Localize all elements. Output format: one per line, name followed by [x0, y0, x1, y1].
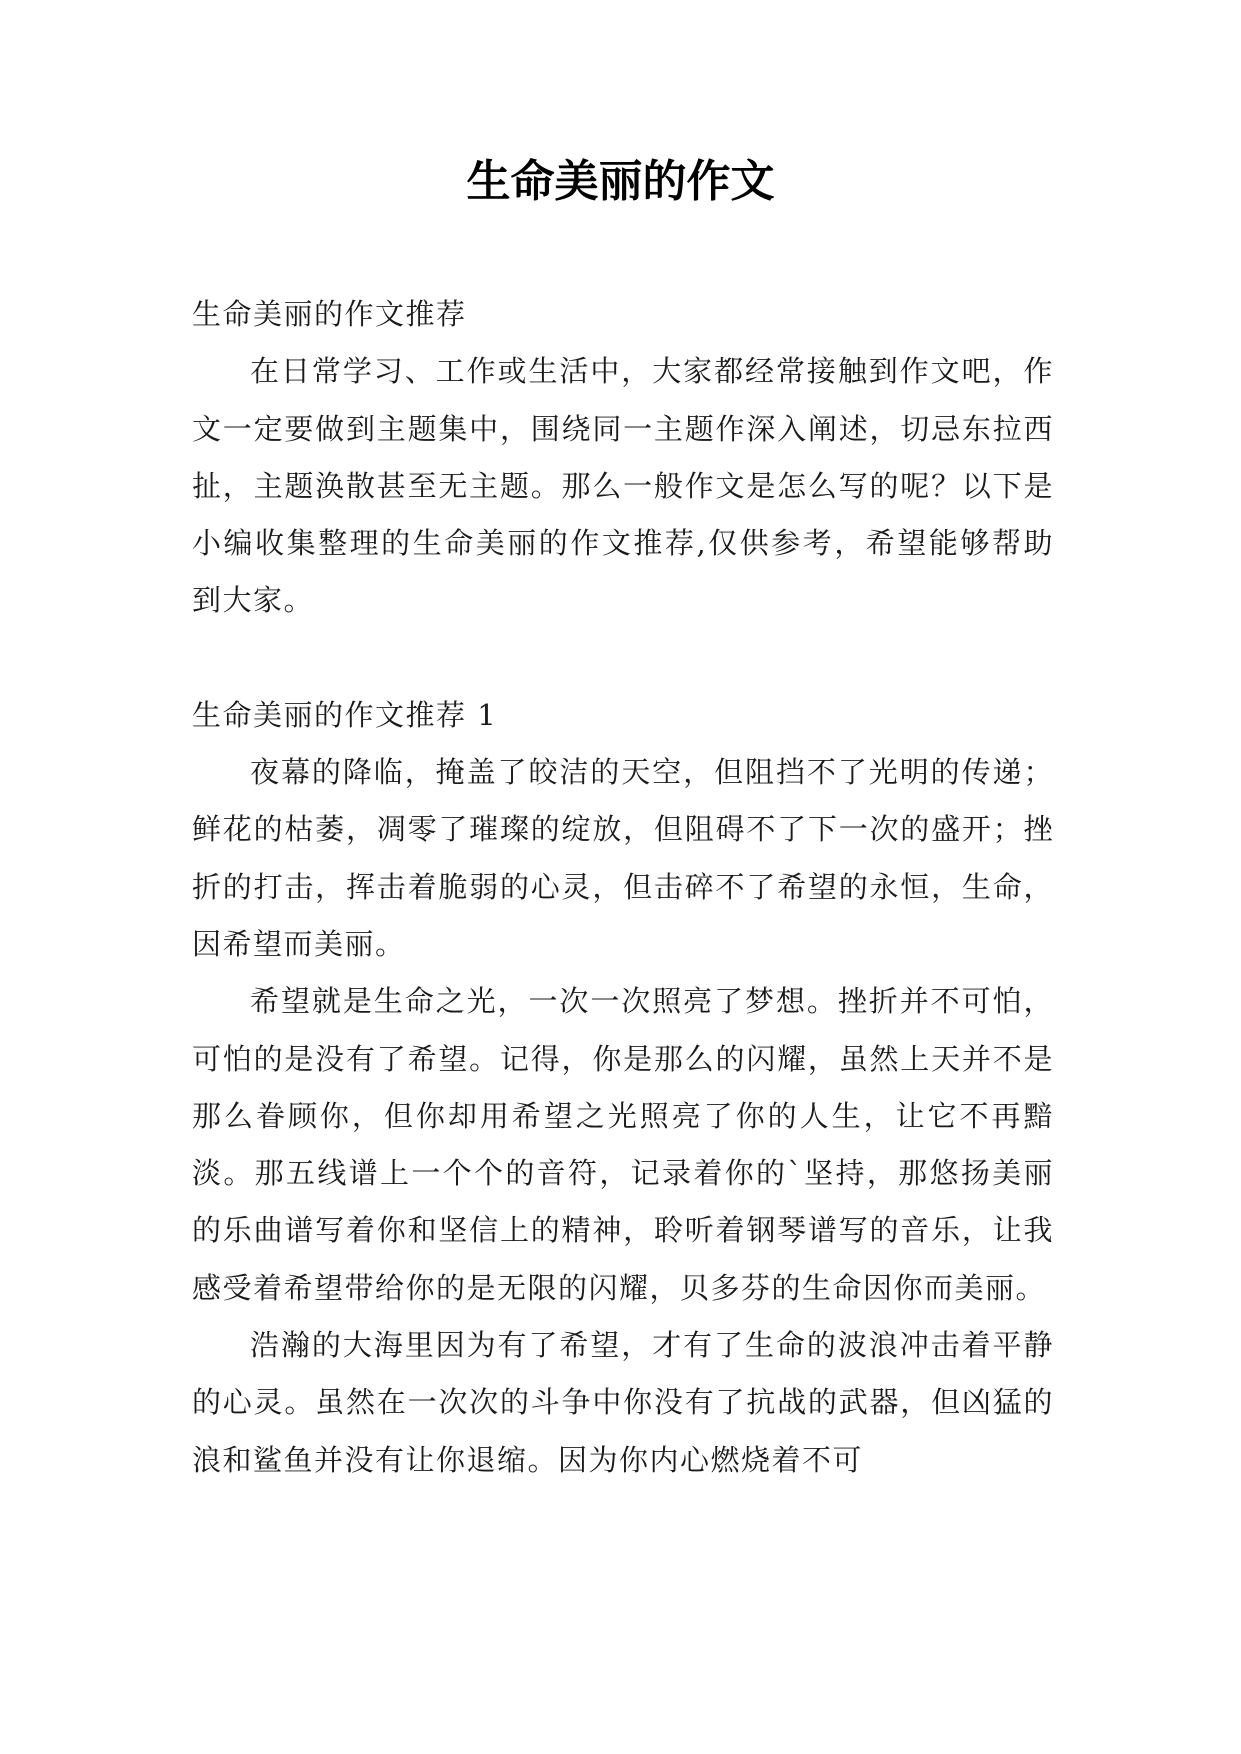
section1-heading: 生命美丽的作文推荐 1	[192, 697, 498, 732]
section-spacer	[192, 630, 1054, 687]
document-title: 生命美丽的作文	[466, 156, 775, 207]
document-body	[192, 286, 1054, 1489]
section1-paragraph-1: 夜幕的降临，掩盖了皎洁的天空，但阻挡不了光明的传递；鲜花的枯萎，凋零了璀璨的绽放，但阻碍不了下一次的盛开；挫折的打击，挥击着脆弱的心灵，但击碎不了希望的永恒，生命，因希望而美丽。	[192, 755, 1054, 961]
section1-paragraph-3: 浩瀚的大海里因为有了希望，才有了生命的波浪冲击着平静的心灵。虽然在一次次的斗争中你没有了抗战的武器，但凶猛的浪和鲨鱼并没有让你退缩。因为你内心燃烧着不可	[192, 1328, 1054, 1477]
section1-paragraph-2: 希望就是生命之光，一次一次照亮了梦想。挫折并不可怕，可怕的是没有了希望。记得，你是那么的闪耀，虽然上天并不是那么眷顾你，但你却用希望之光照亮了你的人生，让它不再黯淡。那五线谱上一个个的音符，记录着你的`坚持，那悠扬美丽的乐曲谱写着你和坚信上的精神，聆听着钢琴谱写的音乐，让我感受着希望带给你的是无限的闪耀，贝多芬的生命因你而美丽。	[192, 984, 1054, 1305]
intro-paragraph: 在日常学习、工作或生活中，大家都经常接触到作文吧，作文一定要做到主题集中，围绕同一主题作深入阐述，切忌东拉西扯，主题涣散甚至无主题。那么一般作文是怎么写的呢？以下是小编收集整理的生命美丽的作文推荐,仅供参考，希望能够帮助到大家。	[192, 354, 1054, 618]
intro-heading: 生命美丽的作文推荐	[192, 297, 467, 331]
